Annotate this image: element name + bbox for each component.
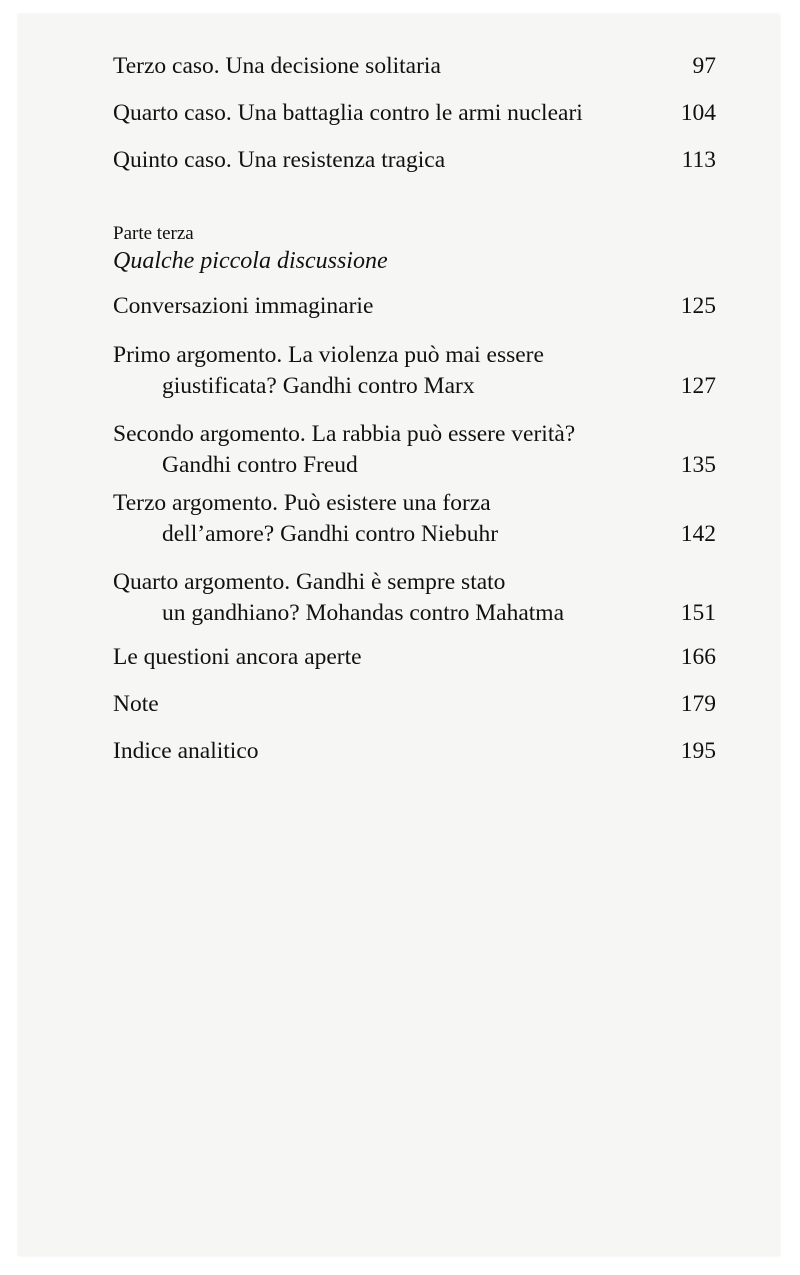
toc-entry-title: Note (113, 691, 159, 717)
toc-entry-page: 135 (680, 452, 716, 478)
book-page (18, 14, 780, 1256)
toc-entry-page: 166 (680, 644, 716, 670)
toc-entry-title-line2: Gandhi contro Freud (162, 452, 358, 478)
toc-entry-title: Conversazioni immaginarie (113, 293, 374, 319)
toc-entry-page: 142 (680, 521, 716, 547)
toc-entry-questioni-aperte (113, 642, 716, 673)
toc-entry-page: 104 (680, 100, 716, 126)
toc-entry-title: Quinto caso. Una resistenza tragica (113, 147, 446, 173)
toc-entry-conversazioni (113, 291, 716, 322)
toc-entry-title-line2: un gandhiano? Mohandas contro Mahatma (162, 600, 565, 626)
toc-entry-secondo-argomento (113, 419, 716, 481)
toc-entry-page: 179 (680, 691, 716, 717)
toc-entry-title-line1: Primo argomento. La violenza può mai essere (113, 342, 544, 368)
toc-entry-page: 127 (680, 373, 716, 399)
toc-entry-page: 113 (681, 147, 716, 173)
toc-entry-indice-analitico (113, 736, 716, 767)
toc-entry-title: Terzo caso. Una decisione solitaria (113, 53, 441, 79)
toc-entry-quinto-caso (113, 145, 716, 176)
toc-entry-page: 195 (680, 738, 716, 764)
part-title: Qualche piccola discussione (113, 248, 388, 274)
toc-entry-page: 151 (680, 600, 716, 626)
toc-entry-page: 125 (680, 293, 716, 319)
toc-entry-title: Le questioni ancora aperte (113, 644, 362, 670)
toc-entry-quarto-argomento (113, 567, 716, 629)
toc-entry-terzo-caso (113, 51, 716, 82)
toc-entry-quarto-caso (113, 98, 716, 129)
toc-entry-title: Indice analitico (113, 738, 259, 764)
toc-entry-title-line2: giustificata? Gandhi contro Marx (162, 373, 475, 399)
toc-entry-primo-argomento (113, 340, 716, 402)
toc-entry-title-line2: dell’amore? Gandhi contro Niebuhr (162, 521, 499, 547)
part-label: Parte terza (113, 223, 194, 244)
toc-entry-title-line1: Quarto argomento. Gandhi è sempre stato (113, 569, 506, 595)
toc-entry-title: Quarto caso. Una battaglia contro le armi nucleari (113, 100, 583, 126)
toc-entry-title-line1: Secondo argomento. La rabbia può essere verità? (113, 421, 576, 447)
toc-entry-note (113, 689, 716, 720)
toc-entry-title-line1: Terzo argomento. Può esistere una forza (113, 490, 491, 516)
toc-entry-page: 97 (692, 53, 716, 79)
toc-entry-terzo-argomento (113, 488, 716, 550)
